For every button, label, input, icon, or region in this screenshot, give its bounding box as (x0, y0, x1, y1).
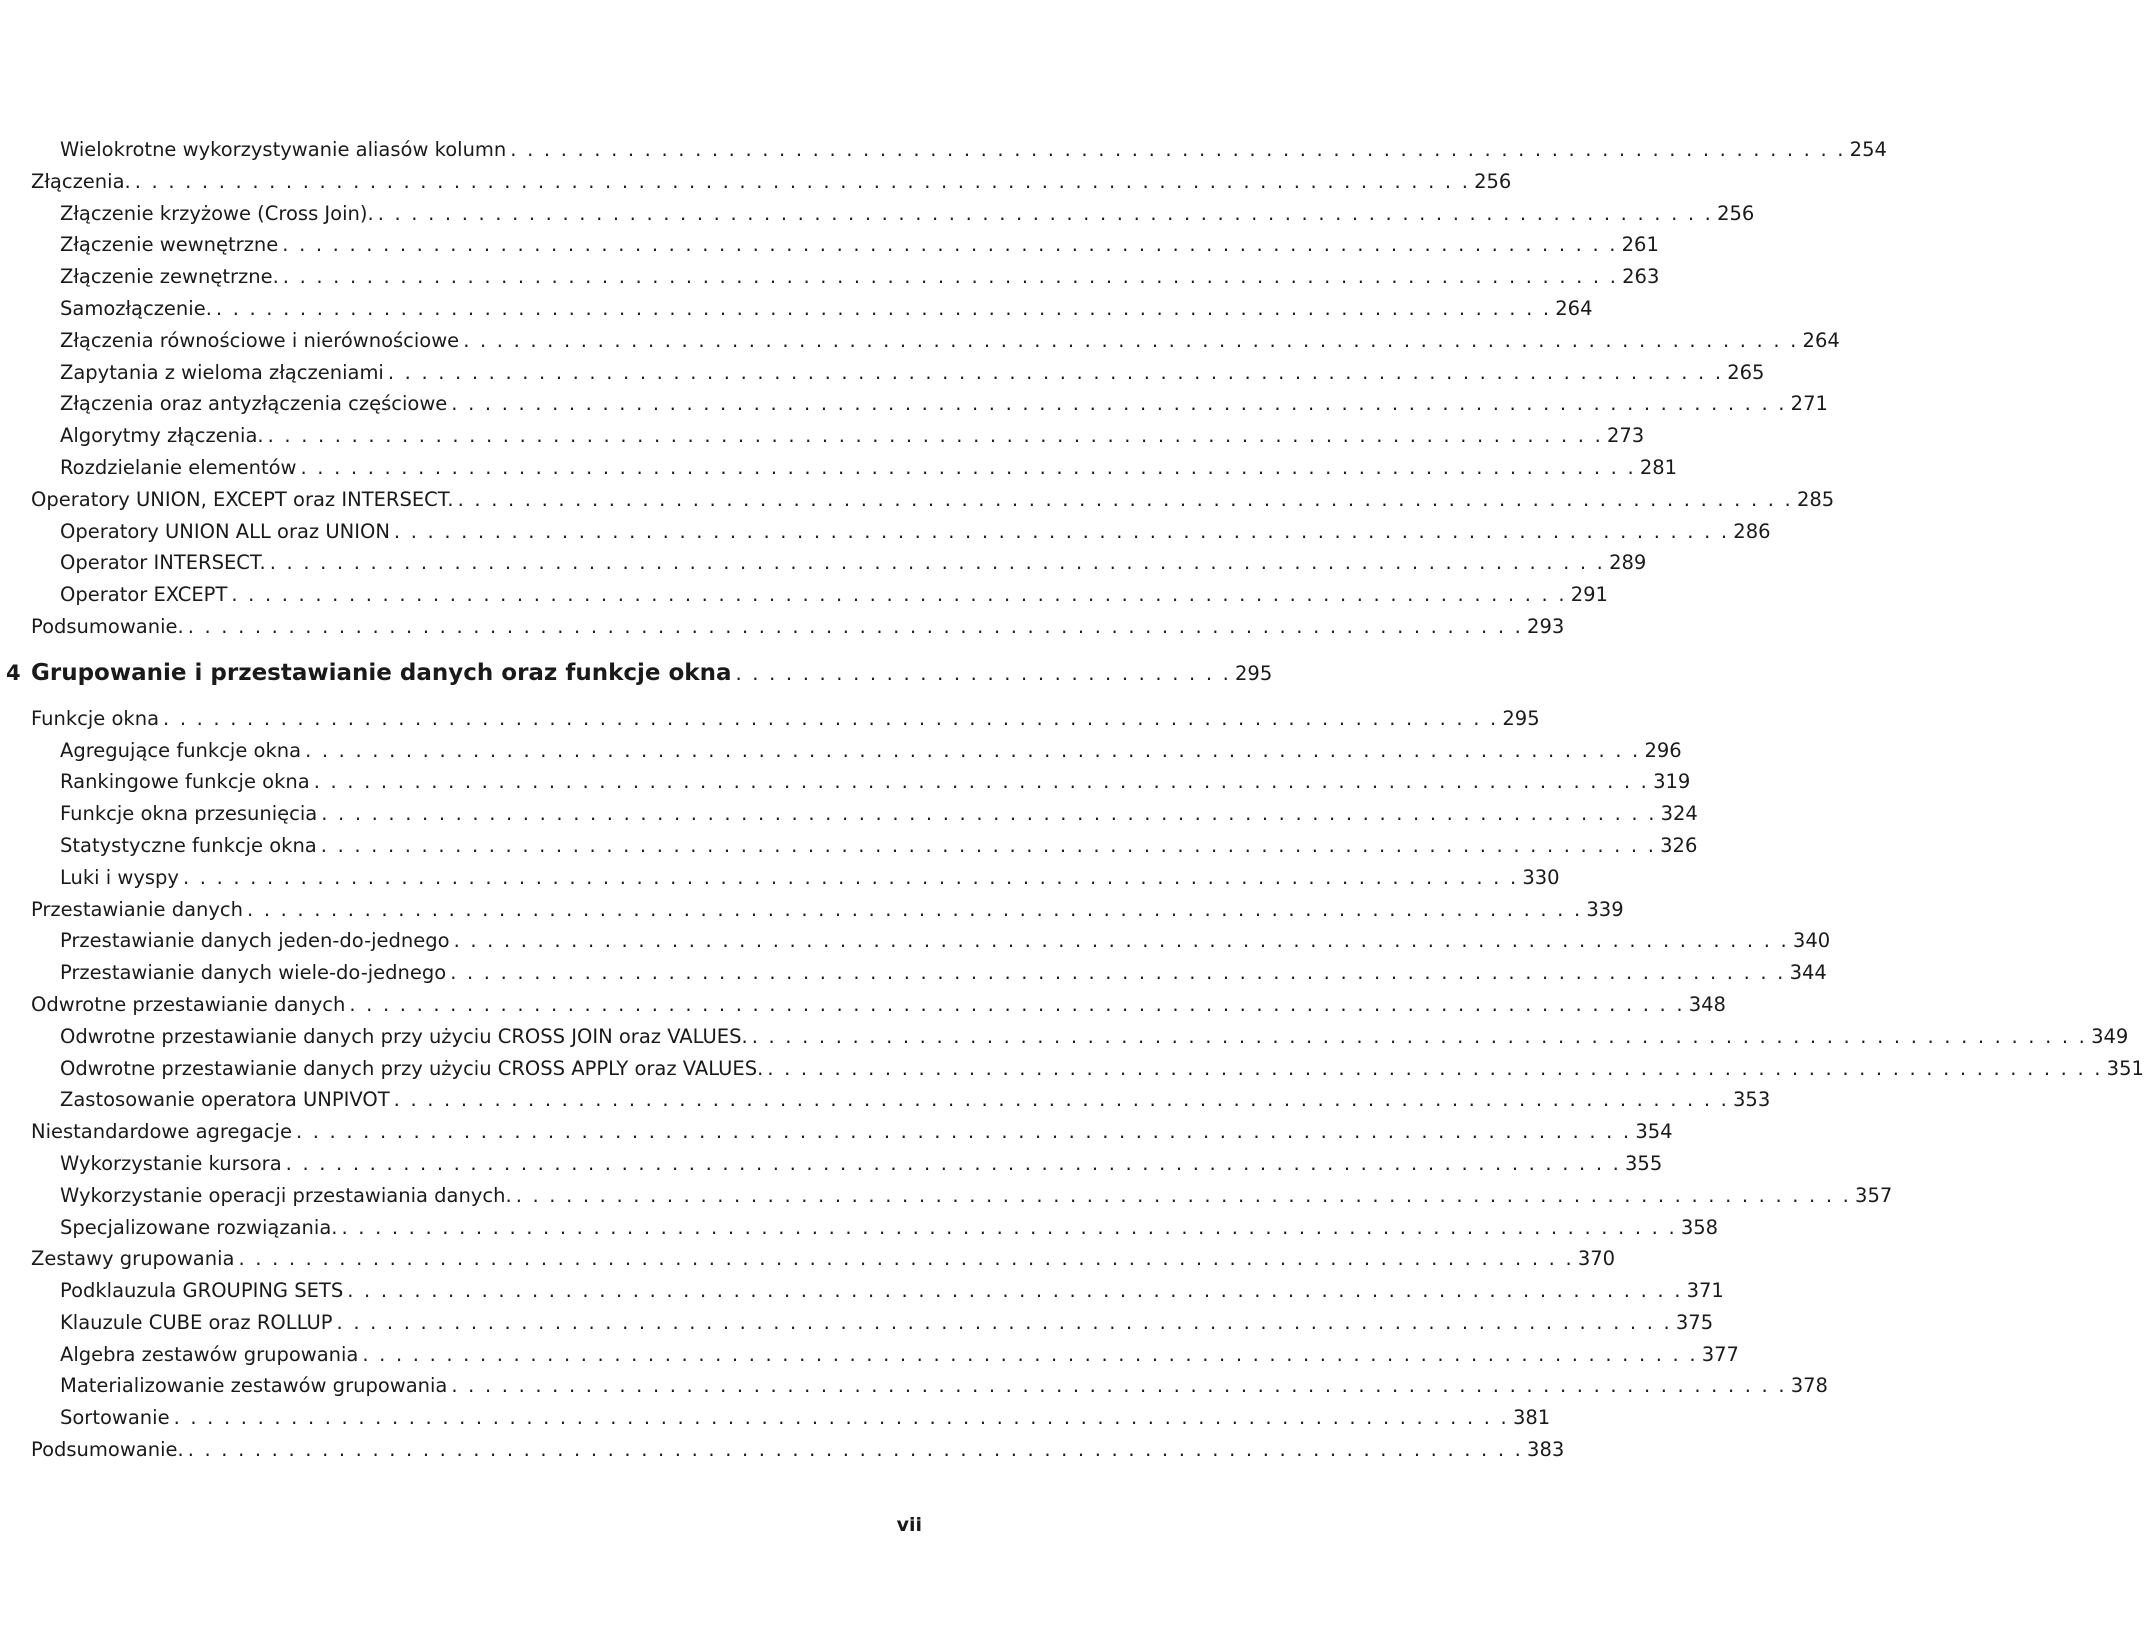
toc-entry-page-number: 383 (1527, 1438, 1565, 1462)
toc-entry-line (60, 830, 1698, 862)
toc-entry-title: Wielokrotne wykorzystywanie aliasów kolumn (60, 134, 510, 166)
toc-entry-line (60, 579, 1608, 611)
toc-entry[interactable] (0, 611, 1565, 643)
toc-entry[interactable] (0, 1307, 1714, 1339)
toc-entry[interactable] (0, 547, 1647, 579)
toc-entry-page-number: 339 (1586, 897, 1624, 921)
toc-entry-title: Złączenie krzyżowe (Cross Join). (60, 198, 378, 230)
dot-leader: . . . . . . . . . . . . . . . . . . . . . . . . . . . . . . . . . . . . . . . . . . . . . . . . . . . . . . . . . . . . . . . . . . . . . . . . . . . . . . . . (450, 961, 1786, 985)
dot-leader: . . . . . . . . . . . . . . . . . . . . . . . . . . . . . . . . . . . . . . . . . . . . . . . . . . . . . . . . . . . . . . . . . . . . . . . . . . . . . . . . (362, 1342, 1698, 1366)
toc-entry-line (60, 1402, 1551, 1434)
toc-entry-page-number: 351 (2106, 1056, 2144, 1080)
toc-entry[interactable] (0, 420, 1645, 452)
toc-entry[interactable] (0, 735, 1682, 767)
dot-leader: . . . . . . . . . . . . . . . . . . . . . . . . . . . . . . . . . . . . . . . . . . . . . . . . . . . . . . . . . . . . . . . . . . . . . . . . . . . . . . . . (393, 519, 1730, 543)
toc-entry-title: Algebra zestawów grupowania (60, 1339, 362, 1371)
toc-entry-line (60, 1370, 1828, 1402)
toc-entry-line (60, 420, 1645, 452)
toc-entry[interactable] (0, 766, 1691, 798)
toc-entry-title: Zapytania z wieloma złączeniami (60, 357, 388, 389)
toc-entry-line (60, 452, 1678, 484)
toc-section-chapter-4 (0, 703, 2144, 1466)
toc-entry-title: Złączenia oraz antyzłączenia częściowe (60, 388, 451, 420)
dot-leader: . . . . . . . . . . . . . . . . . . . . . . . . . . . . . . . . . . . . . . . . . . . . . . . . . . . . . . . . . . . . . . . . . . . . . . . . . . . . . . . . (231, 583, 1567, 607)
toc-entry-title: Klauzule CUBE oraz ROLLUP (60, 1307, 337, 1339)
toc-entry-line (60, 1148, 1663, 1180)
toc-entry-page-number: 381 (1512, 1406, 1551, 1430)
toc-entry-line (60, 293, 1593, 325)
toc-entry-page-number: 293 (1527, 614, 1565, 638)
toc-entry-title: Specjalizowane rozwiązania. (60, 1212, 341, 1244)
toc-entry-page-number: 273 (1606, 424, 1645, 448)
dot-leader: . . . . . . . . . . . . . . . . . . . . . . . . . . . . . . . . . . . . . . . . . . . . . . . . . . . . . . . . . . . . . . . . . . . . . . . . . . . . . . . . (163, 706, 1499, 730)
toc-entry-title: Operator EXCEPT (60, 579, 231, 611)
dot-leader: . . . . . . . . . . . . . . . . . . . . . . . . . . . . . . . . . . . . . . . . . . . . . . . . . . . . . . . . . . . . . . . . . . . . . . . . . . . . . . . . (238, 1247, 1574, 1271)
toc-entry-title: Rankingowe funkcje okna (60, 766, 314, 798)
toc-entry[interactable] (0, 798, 1698, 830)
toc-entry-line (60, 388, 1828, 420)
toc-entry-line (31, 1116, 1673, 1148)
toc-entry-line (60, 798, 1698, 830)
toc-entry[interactable] (0, 862, 1560, 894)
toc-entry-title: Algorytmy złączenia. (60, 420, 268, 452)
toc-entry-page-number: 349 (2091, 1024, 2129, 1048)
toc-entry[interactable] (0, 261, 1660, 293)
toc-entry-line (31, 894, 1624, 926)
dot-leader: . . . . . . . . . . . . . . . . . . . . . . . . . . . . . . . . . . . . . . . . . . . . . . . . . . . . . . . . . . . . . . . . . . . . . . . . . . . . . . . . (282, 233, 1618, 257)
toc-entry-page-number: 354 (1635, 1120, 1673, 1144)
toc-entry-page-number: 340 (1792, 929, 1831, 953)
dot-leader: . . . . . . . . . . . . . . . . . . . . . . . . . . . . . . . . . . . . . . . . . . . . . . . . . . . . . . . . . . . . . . . . . . . . . . . . . . . . . . . . (393, 1088, 1730, 1112)
dot-leader: . . . . . . . . . . . . . . . . . . . . . . . . . . . . . . . . . . . . . . . . . . . . . . . . . . . . . . . . . . . . . . . . . . . . . . . . . . . . . . . . (313, 770, 1650, 794)
toc-entry[interactable] (0, 293, 1593, 325)
dot-leader: . . . . . . . . . . . . . . . . . . . . . . . . . . . . . . . . . . . . . . . . . . . . . . . . . . . . . . . . . . . . . . . . . . . . . . . . . . . . . . . . (215, 296, 1552, 320)
toc-entry-title: Zastosowanie operatora UNPIVOT (60, 1084, 394, 1116)
toc-entry[interactable] (0, 452, 1678, 484)
dot-leader: . . . . . . . . . . . . . . . . . . . . . . . . . . . . . . . . . . . . . . . . . . . . . . . . . . . . . . . . . . . . . . . . . . . . . . . . . . . . . . . . (347, 1279, 1683, 1303)
toc-entry[interactable] (0, 388, 1828, 420)
toc-entry-page-number: 265 (1727, 360, 1765, 384)
toc-entry-line (31, 703, 1540, 735)
toc-section-before-chapter (0, 134, 1887, 643)
toc-entry-page-number: 264 (1802, 328, 1840, 352)
chapter-number: 4 (6, 660, 21, 685)
dot-leader: . . . . . . . . . . . . . . . . . . . . . . . . . . . . . . . . . . . . . . . . . . . . . . . . . . . . . . . . . . . . . . . . . . . . . . . . . . . . . . . . (387, 360, 1724, 384)
toc-entry-title: Agregujące funkcje okna (60, 735, 305, 767)
toc-entry-title: Podsumowanie. (31, 1434, 188, 1466)
dot-leader: . . . . . . . . . . . . . . . . . . . . . . . . . . . . . . . . . . . . . . . . . . . . . . . . . . . . . . . . . . . . . . . . . . . . . . . . . . . . . . . . (300, 455, 1636, 479)
toc-entry[interactable] (0, 484, 1835, 516)
toc-entry-title: Rozdzielanie elementów (60, 452, 301, 484)
toc-entry[interactable] (0, 1180, 1893, 1212)
toc-entry[interactable] (0, 134, 1887, 166)
toc-entry-page-number: 330 (1522, 865, 1560, 889)
chapter-entry (31, 651, 1273, 696)
dot-leader: . . . . . . . . . . . . . . . . . . . . . . . . . . . . . . . . . . . . . . . . . . . . . . . . . . . . . . . . . . . . . . . . . . . . . . . . . . . . . . . . (341, 1215, 1677, 1239)
toc-entry[interactable] (0, 989, 1726, 1021)
toc-entry-line (31, 611, 1565, 643)
dot-leader: . . . . . . . . . . . . . . . . . . . . . . . . . . . . . . . . . . . . . . . . . . . . . . . . . . . . . . . . . . . . . . . . . . . . . . . . . . . . . . . . (463, 328, 1799, 352)
chapter-heading[interactable] (0, 651, 1273, 695)
dot-leader: . . . . . . . . . . . . . . . . . . . . . . . . . . . . . . . . . . . . . . . . . . . . . . . . . . . . . . . . . . . . . . . . . . . . . . . . . . . . . . . . (453, 929, 1789, 953)
toc-entry-line (60, 862, 1560, 894)
toc-entry-title: Operatory UNION ALL oraz UNION (60, 516, 394, 548)
toc-entry-page-number: 271 (1790, 392, 1828, 416)
toc-entry-line (60, 261, 1660, 293)
dot-leader: . . . . . . . . . . . . . . . . . . . . . . . . . . . . . . . . . . . . . . . . . . . . . . . . . . . . . . . . . . . . . . . . . . . . . . . . . . . . . . . . (377, 201, 1714, 225)
toc-entry[interactable] (0, 325, 1840, 357)
toc-entry-page-number: 348 (1688, 992, 1726, 1016)
toc-entry-title: Operatory UNION, EXCEPT oraz INTERSECT. (31, 484, 458, 516)
dot-leader: . . . . . . . . . . . . . . . . . . . . . . . . . . . . . . . . . . . . . . . . . . . . . . . . . . . . . . . . . . . . . . . . . . . . . . . . . . . . . . . . (451, 1374, 1787, 1398)
toc-entry-page-number: 326 (1660, 833, 1698, 857)
toc-entry-line (60, 325, 1840, 357)
toc-entry-page-number: 319 (1653, 770, 1691, 794)
toc-entry-line (60, 134, 1887, 166)
toc-entry-page-number: 344 (1789, 961, 1827, 985)
dot-leader: . . . . . . . . . . . . . . . . . . . . . . . . . . . . . . . . . . . . . . . . . . . . . . . . . . . . . . . . . . . . . . . . . . . . . . . . . . . . . . . . (451, 392, 1787, 416)
toc-entry-line (60, 1307, 1714, 1339)
toc-entry-page-number: 357 (1855, 1183, 1893, 1207)
toc-entry-title: Złączenie zewnętrzne. (60, 261, 283, 293)
dot-leader: . . . . . . . . . . . . . . . . . . . . . . . . . . . . . . . . . . . . . . . . . . . . . . . . . . . . . . . . . . . . . . . . . . . . . . . . . . . . . . . . (267, 424, 1603, 448)
dot-leader: . . . . . . . . . . . . . . . . . . . . . . . . . . . . . . . . . . . . . . . . . . . . . . . . . . . . . . . . . . . . . . . . . . . . . . . . . . . . . . . . (173, 1406, 1509, 1430)
toc-entry-title: Odwrotne przestawianie danych przy użyciu CROSS JOIN oraz VALUES. (60, 1021, 752, 1053)
toc-entry-page-number: 286 (1733, 519, 1771, 543)
toc-entry-line (60, 1275, 1724, 1307)
toc-entry[interactable] (0, 1402, 1551, 1434)
dot-leader: . . . . . . . . . . . . . . . . . . . . . . . . . . . . . . . . . . . . . . . . . . . . . . . . . . . . . . . . . . . . . . . . . . . . . . . . . . . . . . . . (751, 1024, 2088, 1048)
toc-entry-line (60, 1021, 2129, 1053)
toc-entry[interactable] (0, 1243, 1616, 1275)
toc-entry[interactable] (0, 830, 1698, 862)
toc-entry[interactable] (0, 229, 1659, 261)
toc-entry[interactable] (0, 925, 1831, 957)
dot-leader: . . . . . . . . . . . . . . . . . . . . . . . . . . . . . . . . . . . . . . . . . . . . . . . . . . . . . . . . . . . . . . . . . . . . . . . . . . . . . . . . (187, 614, 1524, 638)
toc-entry[interactable] (0, 957, 1827, 989)
toc-entry-line (60, 1212, 1719, 1244)
toc-entry-line (31, 1243, 1616, 1275)
dot-leader: . . . . . . . . . . . . . . . . . . . . . . . . . . . . . . . . . . . . . . . . . . . . . . . . . . . . . . . . . . . . . . . . . . . . . . . . . . . . . . . . (134, 169, 1471, 193)
toc-entry-title: Operator INTERSECT. (60, 547, 270, 579)
toc-entry-title: Niestandardowe agregacje (31, 1116, 296, 1148)
toc-entry-page-number: 295 (1502, 706, 1540, 730)
toc-entry-title: Przestawianie danych (31, 894, 247, 926)
toc-entry-title: Wykorzystanie kursora (60, 1148, 286, 1180)
toc-entry[interactable] (0, 894, 1624, 926)
toc-entry[interactable] (0, 1053, 2144, 1085)
toc-entry-title: Luki i wyspy (60, 862, 183, 894)
toc-entry-line (31, 166, 1512, 198)
dot-leader: . . . . . . . . . . . . . . . . . . . . . . . . . . . . . . . . . . . . . . . . . . . . . . . . . . . . . . . . . . . . . . . . . . . . . . . . . . . . . . . . (767, 1056, 2103, 1080)
toc-entry-line (60, 957, 1827, 989)
toc-entry[interactable] (0, 579, 1608, 611)
toc-entry-page-number: 254 (1849, 138, 1887, 161)
toc-entry[interactable] (0, 1275, 1724, 1307)
dot-leader: . . . . . . . . . . . . . . . . . . . . . . . . . . . . . . . . . . . . . . . . . . . . . . . . . . . . . . . . . . . . . . . . . . . . . . . . . . . . . . . . (282, 265, 1619, 289)
page-folio: vii (896, 1514, 922, 1536)
toc-entry-title: Złączenia. (31, 166, 135, 198)
toc-entry-title: Przestawianie danych wiele-do-jednego (60, 957, 450, 989)
dot-leader: . . . . . . . . . . . . . . . . . . . . . . . . . . . . . . . . . . . . . . . . . . . . . . . . . . . . . . . . . . . . . . . . . . . . . . . . . . . . . . . . (269, 551, 1606, 575)
toc-entry[interactable] (0, 1021, 2129, 1053)
toc-entry-line (60, 229, 1659, 261)
toc-entry-line (31, 1434, 1565, 1466)
toc-entry-line (60, 357, 1765, 389)
toc-entry[interactable] (0, 516, 1771, 548)
dot-leader: . . . . . . . . . . . . . . . . . . . . . . . . . . . . . . . . . . . . . . . . . . . . . . . . . . . . . . . . . . . . . . . . . . . . . . . . . . . . . . . . (295, 1120, 1632, 1144)
toc-entry[interactable] (0, 703, 1540, 735)
dot-leader: . . . . . . . . . . . . . . . . . . . . . . . . . . . . . . . . . . . . . . . . . . . . . . . . . . . . . . . . . . . . . . . . . . . . . . . . . . . . . . . . (305, 738, 1641, 762)
toc-entry-title: Przestawianie danych jeden-do-jednego (60, 925, 454, 957)
toc-entry-line (60, 1180, 1893, 1212)
toc-entry-line (60, 735, 1682, 767)
toc-entry-page-number: 358 (1680, 1215, 1719, 1239)
toc-entry-line (60, 1084, 1771, 1116)
toc-entry[interactable] (0, 1116, 1673, 1148)
toc-entry-title: Funkcje okna (31, 703, 163, 735)
dot-leader: . . . . . . . . . . . . . . . . . . . . . . . . . . . . . . . . . . . . . . . . . . . . . . . . . . . . . . . . . . . . . . . . . . . . . . . . . . . . . . . . (285, 1151, 1622, 1175)
toc-entry-line (60, 925, 1831, 957)
toc-entry-page-number: 375 (1675, 1310, 1714, 1334)
toc-entry-page-number: 377 (1701, 1342, 1739, 1366)
table-of-contents (0, 134, 2144, 1466)
dot-leader: . . . . . . . . . . . . . . . . . . . . . . . . . . . . . . . . . . . . . . . . . . . . . . . . . . . . . . . . . . . . . . . . . . . . . . . . . . . . . . . . (510, 138, 1846, 161)
toc-entry-line (60, 516, 1771, 548)
toc-entry-page-number: 296 (1644, 738, 1682, 762)
dot-leader: . . . . . . . . . . . . . . . . . . . . . . . . . . . . . . (735, 661, 1232, 685)
toc-entry-title: Odwrotne przestawianie danych przy użyciu CROSS APPLY oraz VALUES. (60, 1053, 767, 1085)
toc-entry[interactable] (0, 198, 1755, 230)
toc-entry-title: Statystyczne funkcje okna (60, 830, 321, 862)
dot-leader: . . . . . . . . . . . . . . . . . . . . . . . . . . . . . . . . . . . . . . . . . . . . . . . . . . . . . . . . . . . . . . . . . . . . . . . . . . . . . . . . (349, 992, 1685, 1016)
toc-entry-line (60, 1339, 1739, 1371)
toc-entry-title: Sortowanie (60, 1402, 174, 1434)
toc-entry-page-number: 353 (1733, 1088, 1771, 1112)
toc-entry-page-number: 256 (1717, 201, 1755, 225)
toc-entry-title: Samozłączenie. (60, 293, 216, 325)
toc-entry-page-number: 256 (1474, 169, 1512, 193)
dot-leader: . . . . . . . . . . . . . . . . . . . . . . . . . . . . . . . . . . . . . . . . . . . . . . . . . . . . . . . . . . . . . . . . . . . . . . . . . . . . . . . . (247, 897, 1583, 921)
toc-entry-line (60, 198, 1755, 230)
toc-entry-page-number: 355 (1625, 1151, 1663, 1175)
toc-entry[interactable] (0, 166, 1512, 198)
toc-entry-title: Funkcje okna przesunięcia (60, 798, 321, 830)
toc-entry-page-number: 370 (1577, 1247, 1616, 1271)
toc-entry[interactable] (0, 1339, 1739, 1371)
dot-leader: . . . . . . . . . . . . . . . . . . . . . . . . . . . . . . . . . . . . . . . . . . . . . . . . . . . . . . . . . . . . . . . . . . . . . . . . . . . . . . . . (187, 1438, 1524, 1462)
toc-entry-title: Podsumowanie. (31, 611, 188, 643)
toc-entry-page-number: 263 (1622, 265, 1660, 289)
toc-entry-line (60, 766, 1691, 798)
toc-entry-line (60, 1053, 2144, 1085)
toc-entry-title: Materializowanie zestawów grupowania (60, 1370, 451, 1402)
toc-entry-page-number: 378 (1790, 1374, 1828, 1398)
dot-leader: . . . . . . . . . . . . . . . . . . . . . . . . . . . . . . . . . . . . . . . . . . . . . . . . . . . . . . . . . . . . . . . . . . . . . . . . . . . . . . . . (457, 487, 1793, 511)
toc-entry-page-number: 285 (1796, 487, 1835, 511)
dot-leader: . . . . . . . . . . . . . . . . . . . . . . . . . . . . . . . . . . . . . . . . . . . . . . . . . . . . . . . . . . . . . . . . . . . . . . . . . . . . . . . . (182, 865, 1519, 889)
dot-leader: . . . . . . . . . . . . . . . . . . . . . . . . . . . . . . . . . . . . . . . . . . . . . . . . . . . . . . . . . . . . . . . . . . . . . . . . . . . . . . . . (320, 833, 1657, 857)
toc-entry-line (31, 989, 1726, 1021)
chapter-title: Grupowanie i przestawianie danych oraz funkcje okna (31, 651, 736, 695)
toc-entry[interactable] (0, 1434, 1565, 1466)
toc-entry-title: Zestawy grupowania (31, 1243, 238, 1275)
toc-entry-page-number: 324 (1660, 802, 1698, 826)
toc-entry[interactable] (0, 1370, 1828, 1402)
toc-entry-line (60, 547, 1647, 579)
toc-entry-page-number: 264 (1555, 296, 1593, 320)
toc-entry-page-number: 371 (1686, 1279, 1724, 1303)
dot-leader: . . . . . . . . . . . . . . . . . . . . . . . . . . . . . . . . . . . . . . . . . . . . . . . . . . . . . . . . . . . . . . . . . . . . . . . . . . . . . . . . (321, 802, 1657, 826)
toc-entry-title: Złączenie wewnętrzne (60, 229, 282, 261)
toc-entry-page-number: 289 (1609, 551, 1647, 575)
toc-entry-page-number: 291 (1570, 583, 1608, 607)
toc-entry-title: Odwrotne przestawianie danych (31, 989, 349, 1021)
dot-leader: . . . . . . . . . . . . . . . . . . . . . . . . . . . . . . . . . . . . . . . . . . . . . . . . . . . . . . . . . . . . . . . . . . . . . . . . . . . . . . . . (336, 1310, 1672, 1334)
toc-entry-title: Podklauzula GROUPING SETS (60, 1275, 347, 1307)
toc-entry[interactable] (0, 357, 1765, 389)
toc-entry-page-number: 261 (1621, 233, 1659, 257)
toc-entry[interactable] (0, 1212, 1719, 1244)
dot-leader: . . . . . . . . . . . . . . . . . . . . . . . . . . . . . . . . . . . . . . . . . . . . . . . . . . . . . . . . . . . . . . . . . . . . . . . . . . . . . . . . (515, 1183, 1852, 1207)
chapter-page-number: 295 (1235, 661, 1273, 685)
toc-entry-line (31, 484, 1835, 516)
toc-entry[interactable] (0, 1148, 1663, 1180)
toc-entry-title: Wykorzystanie operacji przestawiania danych. (60, 1180, 516, 1212)
toc-entry[interactable] (0, 1084, 1771, 1116)
toc-entry-page-number: 281 (1639, 455, 1678, 479)
toc-entry-title: Złączenia równościowe i nierównościowe (60, 325, 463, 357)
